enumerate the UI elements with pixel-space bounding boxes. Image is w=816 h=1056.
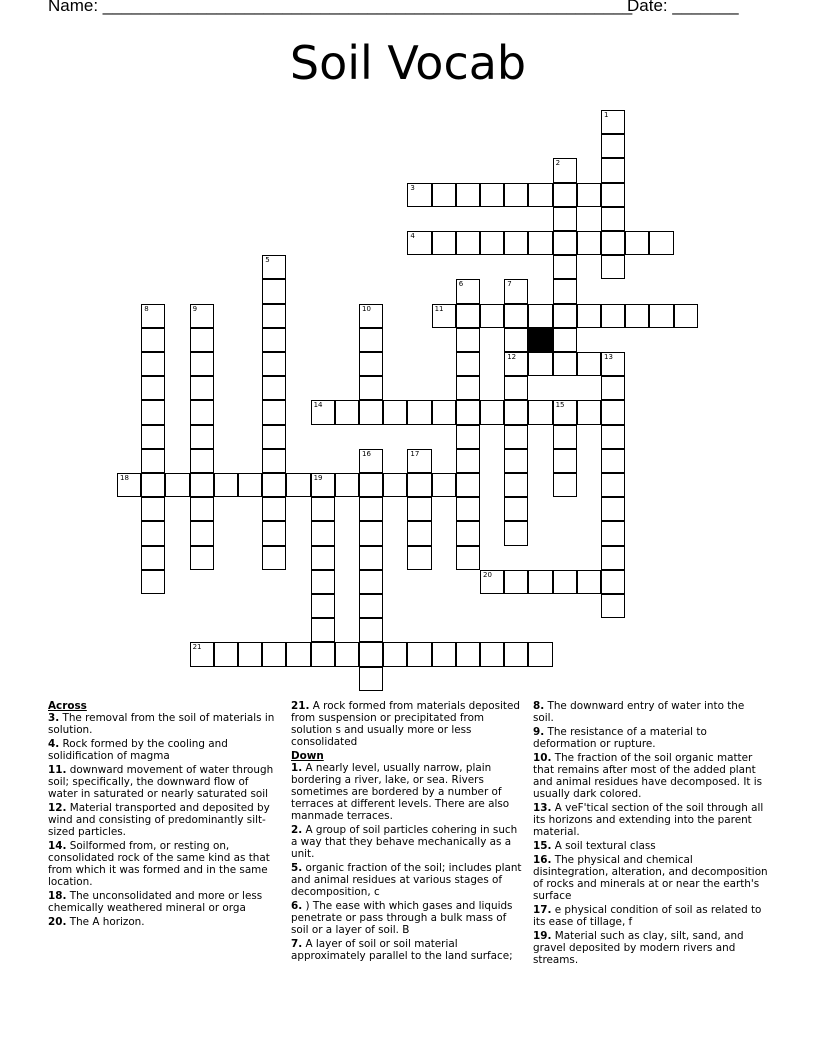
grid-square[interactable] — [601, 183, 625, 207]
grid-square[interactable] — [480, 400, 504, 424]
grid-square[interactable] — [311, 642, 335, 666]
clue-text: ) The ease with which gases and liquids penetrate or pass through a bulk mass of soil or a layer of soil. B — [291, 900, 513, 936]
grid-square[interactable] — [577, 304, 601, 328]
grid-square[interactable] — [335, 473, 359, 497]
grid-square[interactable] — [407, 521, 431, 545]
grid-square[interactable] — [456, 473, 480, 497]
clue-text: Material transported and deposited by wind and consisting of predominantly silt-sized particles. — [48, 802, 270, 838]
square-number: 17 — [410, 449, 420, 458]
grid-square[interactable] — [335, 400, 359, 424]
clue-down-1 — [291, 762, 523, 822]
square-number: 15 — [555, 401, 565, 410]
grid-square[interactable] — [456, 521, 480, 545]
grid-square[interactable] — [601, 376, 625, 400]
clue-down-9 — [533, 726, 768, 750]
grid-square[interactable] — [407, 231, 431, 255]
square-number: 14 — [313, 401, 323, 410]
clue-number: 12. — [48, 802, 67, 814]
grid-square[interactable] — [262, 352, 286, 376]
grid-square[interactable] — [141, 449, 165, 473]
grid-square[interactable] — [601, 207, 625, 231]
grid-square[interactable] — [432, 304, 456, 328]
clue-down-8 — [533, 700, 768, 724]
clue-number: 21. — [291, 700, 310, 712]
grid-square[interactable] — [359, 521, 383, 545]
grid-square[interactable] — [601, 497, 625, 521]
clue-across-18 — [48, 890, 280, 914]
grid-square[interactable] — [311, 521, 335, 545]
clue-number: 5. — [291, 862, 303, 874]
grid-square[interactable] — [456, 183, 480, 207]
grid-square[interactable] — [359, 667, 383, 691]
grid-square[interactable] — [504, 570, 528, 594]
square-number: 12 — [507, 353, 517, 361]
grid-square[interactable] — [504, 425, 528, 449]
clue-across-3 — [48, 712, 280, 736]
grid-square[interactable] — [504, 231, 528, 255]
clue-across-14 — [48, 840, 280, 888]
grid-square[interactable] — [601, 304, 625, 328]
grid-square[interactable] — [504, 183, 528, 207]
square-number: 5 — [265, 256, 270, 265]
grid-square[interactable] — [262, 328, 286, 352]
grid-square[interactable] — [456, 376, 480, 400]
grid-square[interactable] — [238, 642, 262, 666]
clue-number: 17. — [533, 904, 552, 916]
clues-column-2 — [291, 700, 523, 964]
grid-square[interactable] — [359, 328, 383, 352]
grid-square[interactable] — [407, 497, 431, 521]
grid-square[interactable] — [190, 376, 214, 400]
grid-square[interactable] — [504, 497, 528, 521]
clue-across-12 — [48, 802, 280, 838]
grid-square[interactable] — [553, 473, 577, 497]
grid-square[interactable] — [262, 497, 286, 521]
clue-text: The fraction of the soil organic matter that remains after most of the added plant and animal residues have decomposed. It is usually dark colored. — [533, 752, 763, 800]
clue-text: The removal from the soil of materials in solution. — [48, 712, 275, 736]
grid-square[interactable] — [504, 400, 528, 424]
grid-square[interactable] — [432, 400, 456, 424]
grid-square[interactable] — [601, 425, 625, 449]
grid-square[interactable] — [141, 304, 165, 328]
grid-square[interactable] — [335, 642, 359, 666]
clues-column-1 — [48, 700, 280, 930]
grid-square[interactable] — [262, 279, 286, 303]
grid-square[interactable] — [601, 400, 625, 424]
grid-square[interactable] — [190, 449, 214, 473]
clue-text: A rock formed from materials deposited from suspension or precipitated from solution s and usually more or less consolidated — [291, 700, 520, 748]
grid-square[interactable] — [311, 473, 335, 497]
clue-down-7 — [291, 938, 523, 962]
square-number: 9 — [192, 304, 198, 313]
grid-square[interactable] — [528, 183, 552, 207]
square-number: 16 — [362, 449, 371, 458]
grid-square[interactable] — [577, 400, 601, 424]
grid-square[interactable] — [577, 231, 601, 255]
clue-down-16 — [533, 854, 768, 902]
clue-down-10 — [533, 752, 768, 800]
grid-square[interactable] — [190, 546, 214, 570]
grid-square[interactable] — [311, 400, 335, 424]
grid-square[interactable] — [432, 183, 456, 207]
grid-square[interactable] — [456, 400, 480, 424]
grid-square[interactable] — [383, 400, 407, 424]
grid-square[interactable] — [528, 231, 552, 255]
grid-square[interactable] — [504, 328, 528, 352]
grid-square[interactable] — [456, 231, 480, 255]
clue-across-11 — [48, 764, 280, 800]
clue-across-20 — [48, 916, 280, 928]
grid-square[interactable] — [262, 425, 286, 449]
grid-square[interactable] — [577, 352, 601, 376]
grid-square[interactable] — [553, 304, 577, 328]
clue-down-17 — [533, 904, 768, 928]
grid-square[interactable] — [311, 546, 335, 570]
grid-square[interactable] — [407, 449, 431, 473]
grid-square[interactable] — [553, 231, 577, 255]
square-number: 6 — [458, 280, 464, 289]
clues-column-3 — [533, 700, 768, 968]
clue-text: A nearly level, usually narrow, plain bordering a river, lake, or sea. Rivers sometimes are bordered by a number of terraces at different levels. There are also manmade terraces. — [291, 762, 510, 822]
grid-square[interactable] — [359, 594, 383, 618]
clue-number: 7. — [291, 938, 303, 950]
grid-square[interactable] — [625, 304, 649, 328]
clue-text: A group of soil particles cohering in such a way that they behave mechanically as a unit. — [291, 824, 518, 860]
grid-square[interactable] — [553, 425, 577, 449]
clue-text: A layer of soil or soil material approximately parallel to the land surface; — [291, 938, 513, 962]
clue-number: 10. — [533, 752, 552, 764]
grid-square[interactable] — [190, 400, 214, 424]
grid-square[interactable] — [528, 642, 552, 666]
grid-square[interactable] — [480, 304, 504, 328]
clue-text: The physical and chemical disintegration, alteration, and decomposition of rocks and minerals at or near the earth's surface — [533, 854, 768, 902]
down-heading: Down — [291, 750, 324, 762]
grid-square[interactable] — [311, 618, 335, 642]
grid-square[interactable] — [456, 642, 480, 666]
name-field-label[interactable]: Name: ________________________________________________________ — [48, 0, 633, 15]
clue-text: e physical condition of soil as related to its ease of tillage, f — [533, 904, 762, 928]
grid-square[interactable] — [432, 231, 456, 255]
grid-square[interactable] — [311, 594, 335, 618]
grid-square[interactable] — [674, 304, 698, 328]
grid-square[interactable] — [553, 207, 577, 231]
grid-square[interactable] — [359, 449, 383, 473]
grid-square[interactable] — [141, 400, 165, 424]
grid-square[interactable] — [528, 304, 552, 328]
clue-number: 11. — [48, 764, 67, 776]
grid-square[interactable] — [190, 521, 214, 545]
grid-square[interactable] — [141, 328, 165, 352]
grid-square[interactable] — [141, 425, 165, 449]
grid-square[interactable] — [601, 570, 625, 594]
across-heading: Across — [48, 700, 87, 712]
clue-down-6 — [291, 900, 523, 936]
grid-square[interactable] — [214, 642, 238, 666]
grid-square[interactable] — [480, 642, 504, 666]
clue-across-21 — [291, 700, 523, 748]
page-title: Soil Vocab — [289, 36, 527, 90]
grid-square[interactable] — [190, 304, 214, 328]
grid-square[interactable] — [504, 279, 528, 303]
clue-number: 18. — [48, 890, 67, 902]
grid-square[interactable] — [190, 473, 214, 497]
grid-square[interactable] — [553, 183, 577, 207]
grid-square[interactable] — [553, 449, 577, 473]
clue-text: A veF'tical section of the soil through all its horizons and extending into the parent material. — [533, 802, 764, 838]
grid-square[interactable] — [359, 400, 383, 424]
grid-square[interactable] — [262, 546, 286, 570]
clue-number: 8. — [533, 700, 545, 712]
clue-number: 6. — [291, 900, 303, 912]
grid-square[interactable] — [141, 376, 165, 400]
grid-square[interactable] — [190, 328, 214, 352]
grid-square[interactable] — [359, 473, 383, 497]
clue-number: 13. — [533, 802, 552, 814]
grid-square[interactable] — [553, 352, 577, 376]
grid-square[interactable] — [601, 110, 625, 134]
clue-text: downward movement of water through soil; specifically, the downward flow of water in saturated or nearly saturated soil — [48, 764, 274, 800]
grid-square[interactable] — [456, 546, 480, 570]
grid-square[interactable] — [456, 425, 480, 449]
grid-square[interactable] — [141, 521, 165, 545]
grid-square[interactable] — [359, 497, 383, 521]
grid-square[interactable] — [504, 642, 528, 666]
grid-square[interactable] — [407, 642, 431, 666]
clue-number: 1. — [291, 762, 303, 774]
grid-square[interactable] — [456, 279, 480, 303]
square-number: 18 — [120, 474, 129, 482]
grid-square[interactable] — [601, 546, 625, 570]
clue-number: 14. — [48, 840, 67, 852]
clue-text: Rock formed by the cooling and solidification of magma — [48, 738, 228, 762]
square-number: 19 — [313, 474, 323, 482]
square-number: 21 — [192, 643, 202, 652]
grid-square[interactable] — [649, 304, 673, 328]
grid-square[interactable] — [601, 158, 625, 182]
grid-square[interactable] — [214, 473, 238, 497]
grid-square[interactable] — [383, 642, 407, 666]
grid-square[interactable] — [190, 425, 214, 449]
grid-square[interactable] — [141, 473, 165, 497]
grid-square[interactable] — [359, 546, 383, 570]
square-number: 8 — [144, 304, 149, 313]
grid-square[interactable] — [432, 642, 456, 666]
grid-square[interactable] — [359, 376, 383, 400]
clue-number: 2. — [291, 824, 303, 836]
grid-square[interactable] — [553, 255, 577, 279]
grid-square[interactable] — [190, 642, 214, 666]
grid-square[interactable] — [262, 642, 286, 666]
grid-square[interactable] — [262, 255, 286, 279]
clue-number: 20. — [48, 916, 67, 928]
square-number: 1 — [604, 111, 609, 119]
grid-square[interactable] — [601, 134, 625, 158]
clue-text: Material such as clay, silt, sand, and gravel deposited by modern rivers and streams. — [533, 930, 744, 966]
grid-square[interactable] — [601, 594, 625, 618]
square-number: 4 — [410, 232, 415, 240]
grid-square[interactable] — [601, 521, 625, 545]
grid-square[interactable] — [456, 449, 480, 473]
grid-square[interactable] — [286, 642, 310, 666]
grid-square[interactable] — [480, 570, 504, 594]
grid-square[interactable] — [504, 449, 528, 473]
grid-square[interactable] — [286, 473, 310, 497]
grid-square[interactable] — [601, 231, 625, 255]
clue-text: A soil textural class — [554, 840, 656, 852]
grid-square[interactable] — [262, 304, 286, 328]
grid-square[interactable] — [190, 497, 214, 521]
clue-number: 15. — [533, 840, 552, 852]
grid-square[interactable] — [504, 376, 528, 400]
grid-square[interactable] — [480, 231, 504, 255]
grid-square[interactable] — [504, 521, 528, 545]
grid-square[interactable] — [577, 570, 601, 594]
grid-square[interactable] — [456, 497, 480, 521]
clue-number: 19. — [533, 930, 552, 942]
grid-square[interactable] — [577, 183, 601, 207]
grid-square[interactable] — [625, 231, 649, 255]
grid-square[interactable] — [504, 304, 528, 328]
grid-square[interactable] — [262, 449, 286, 473]
square-number: 3 — [410, 183, 415, 192]
grid-square[interactable] — [359, 570, 383, 594]
grid-square[interactable] — [407, 400, 431, 424]
grid-square[interactable] — [456, 304, 480, 328]
grid-square[interactable] — [432, 473, 456, 497]
grid-square[interactable] — [601, 473, 625, 497]
grid-square[interactable] — [528, 570, 552, 594]
square-number: 11 — [434, 304, 444, 313]
blocked-square — [528, 328, 552, 352]
clue-text: The A horizon. — [69, 916, 145, 928]
square-number: 2 — [555, 159, 561, 168]
grid-square[interactable] — [407, 473, 431, 497]
grid-square[interactable] — [117, 473, 141, 497]
grid-square[interactable] — [553, 570, 577, 594]
clue-text: The resistance of a material to deformation or rupture. — [533, 726, 707, 750]
grid-square[interactable] — [553, 400, 577, 424]
clue-down-15 — [533, 840, 768, 852]
grid-square[interactable] — [383, 473, 407, 497]
grid-square[interactable] — [553, 328, 577, 352]
grid-square[interactable] — [359, 304, 383, 328]
clue-down-13 — [533, 802, 768, 838]
grid-square[interactable] — [407, 183, 431, 207]
grid-square[interactable] — [480, 183, 504, 207]
grid-square[interactable] — [601, 352, 625, 376]
clue-number: 3. — [48, 712, 60, 724]
grid-square[interactable] — [141, 546, 165, 570]
clue-text: The downward entry of water into the soil. — [533, 700, 745, 724]
clue-text: The unconsolidated and more or less chemically weathered mineral or orga — [48, 890, 263, 914]
clue-down-5 — [291, 862, 523, 898]
clue-across-4 — [48, 738, 280, 762]
clue-text: organic fraction of the soil; includes plant and animal residues at various stages of decomposition, c — [291, 862, 522, 898]
grid-square[interactable] — [553, 158, 577, 182]
square-number: 10 — [362, 304, 371, 313]
grid-square[interactable] — [456, 328, 480, 352]
grid-square[interactable] — [528, 352, 552, 376]
grid-square[interactable] — [141, 570, 165, 594]
clue-text: Soilformed from, or resting on, consolidated rock of the same kind as that from which it was formed and in the same location. — [48, 840, 270, 888]
square-number: 13 — [604, 353, 613, 361]
clue-number: 4. — [48, 738, 60, 750]
grid-square[interactable] — [262, 400, 286, 424]
clue-number: 9. — [533, 726, 545, 738]
grid-square[interactable] — [190, 352, 214, 376]
grid-square[interactable] — [165, 473, 189, 497]
grid-square[interactable] — [141, 352, 165, 376]
grid-square[interactable] — [359, 618, 383, 642]
grid-square[interactable] — [262, 521, 286, 545]
grid-square[interactable] — [504, 473, 528, 497]
grid-square[interactable] — [553, 279, 577, 303]
grid-square[interactable] — [262, 376, 286, 400]
grid-square[interactable] — [649, 231, 673, 255]
grid-square[interactable] — [311, 570, 335, 594]
date-field-label[interactable]: Date: _______ — [627, 0, 739, 15]
clue-number: 16. — [533, 854, 552, 866]
grid-square[interactable] — [359, 642, 383, 666]
grid-square[interactable] — [359, 352, 383, 376]
square-number: 20 — [483, 570, 492, 579]
grid-square[interactable] — [601, 449, 625, 473]
grid-square[interactable] — [238, 473, 262, 497]
grid-square[interactable] — [407, 546, 431, 570]
grid-square[interactable] — [528, 400, 552, 424]
grid-square[interactable] — [504, 352, 528, 376]
grid-square[interactable] — [601, 255, 625, 279]
clue-down-2 — [291, 824, 523, 860]
square-number: 7 — [507, 280, 512, 289]
grid-square[interactable] — [456, 352, 480, 376]
grid-square[interactable] — [141, 497, 165, 521]
grid-square[interactable] — [262, 473, 286, 497]
grid-square[interactable] — [311, 497, 335, 521]
clue-down-19 — [533, 930, 768, 966]
